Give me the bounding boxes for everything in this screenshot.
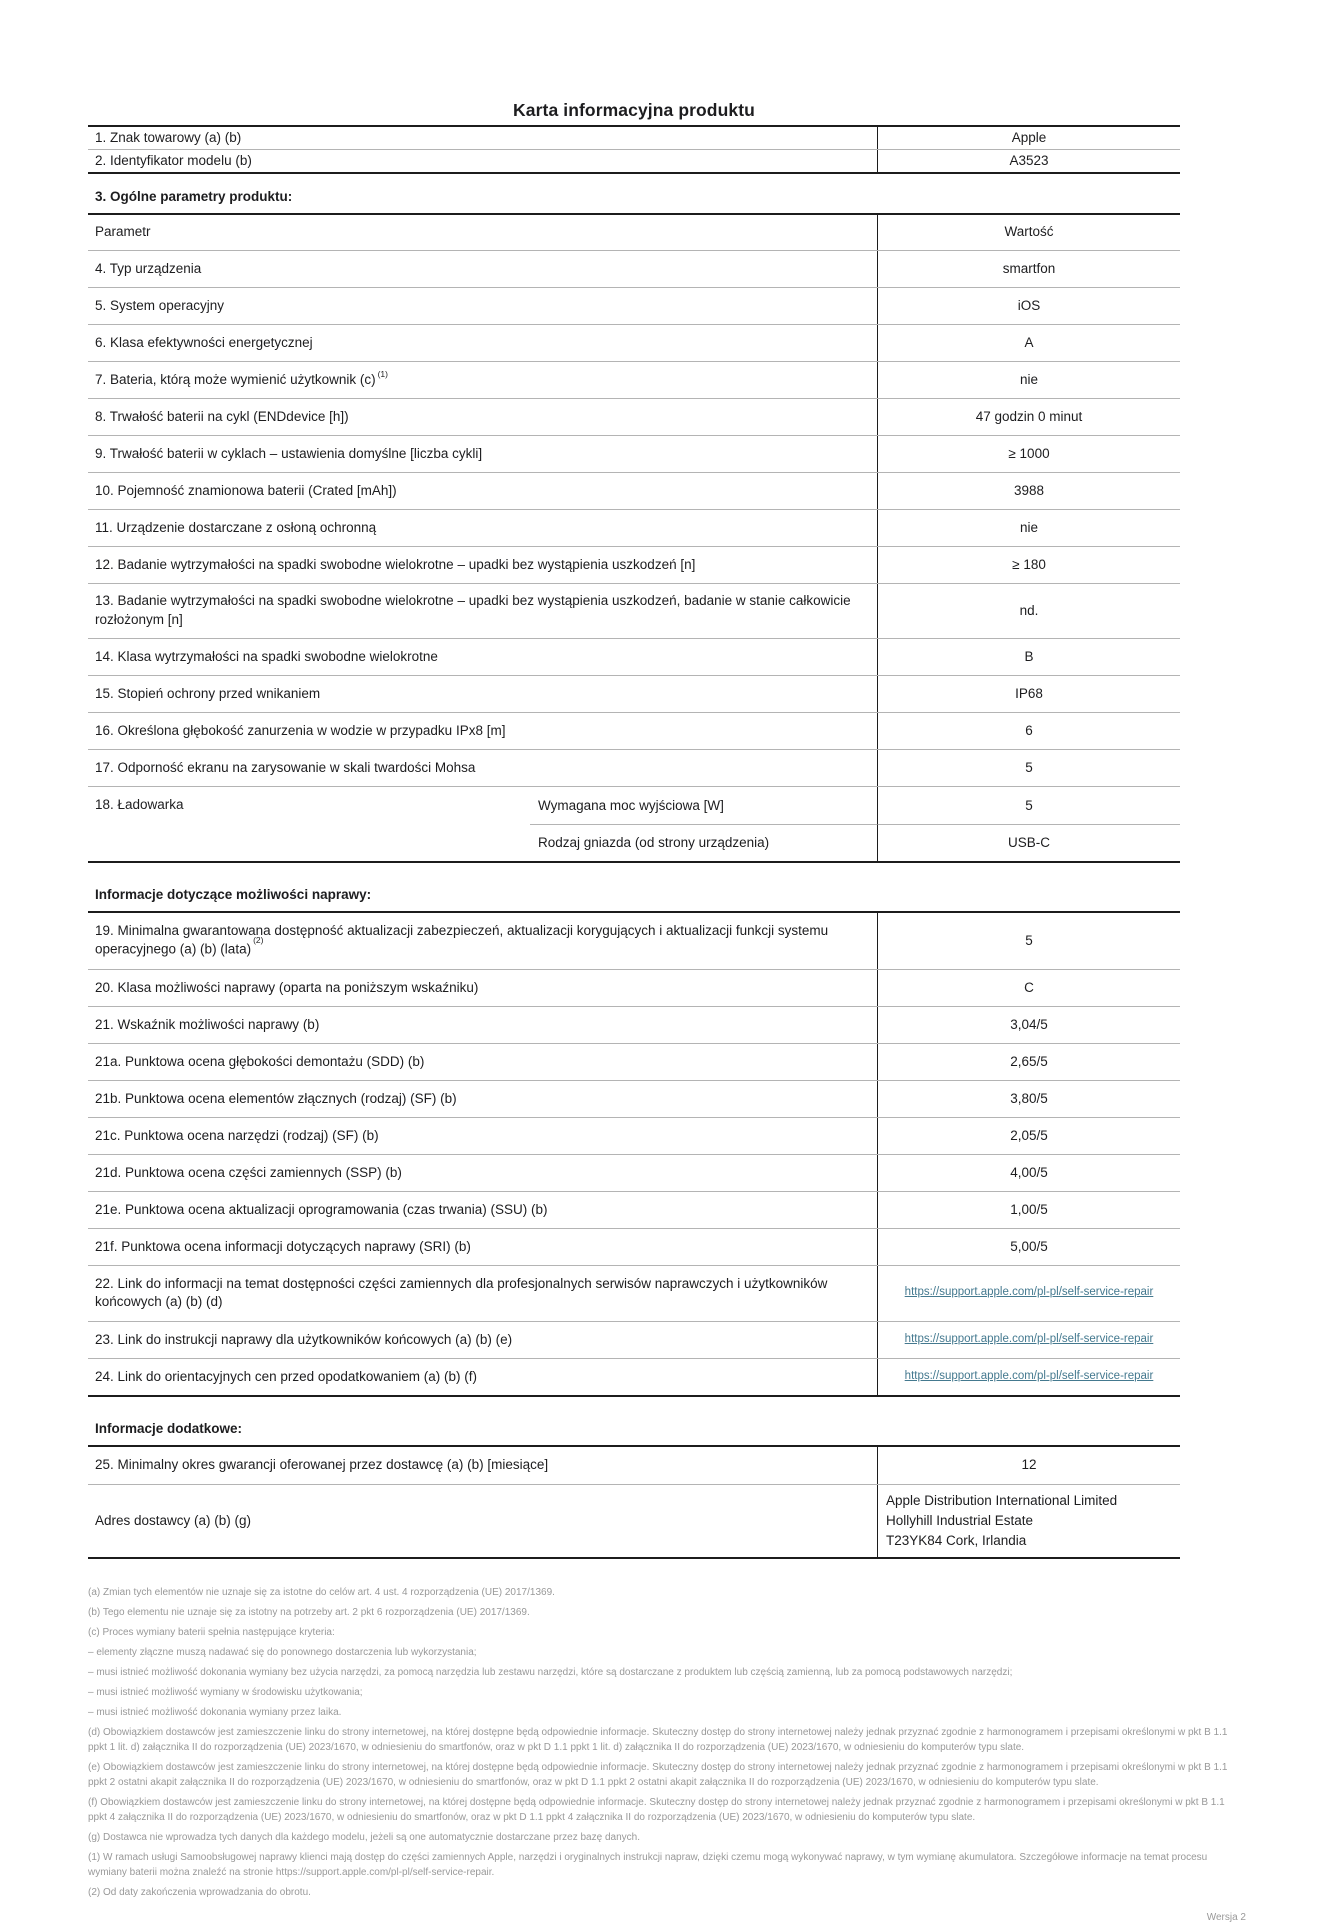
table-row	[88, 1265, 1180, 1321]
footnote: (2) Od daty zakończenia wprowadzania do obrotu.	[88, 1887, 311, 1899]
footnote: (g) Dostawca nie wprowadza tych danych dla każdego modelu, jeżeli są one automatycznie dostarczane przez bazę danych.	[88, 1832, 640, 1844]
row-label: Adres dostawcy (a) (b) (g)	[88, 1485, 878, 1558]
row-label: 20. Klasa możliwości naprawy (oparta na poniższym wskaźniku)	[88, 970, 878, 1006]
row-value	[878, 1322, 1180, 1358]
footnote: – musi istnieć możliwość dokonania wymiany przez laika.	[88, 1707, 342, 1719]
footnote: (a) Zmian tych elementów nie uznaje się za istotne do celów art. 4 ust. 4 rozporządzenia (UE) 2017/1369.	[88, 1587, 555, 1599]
row-value: 47 godzin 0 minut	[975, 408, 1083, 424]
column-header-parameter: Parametr	[88, 215, 878, 249]
additional-information-table	[88, 1445, 1180, 1560]
charger-subrow-label: Rodzaj gniazda (od strony urządzenia)	[530, 824, 878, 861]
row-label: 1. Znak towarowy (a) (b)	[88, 127, 878, 149]
row-value: A3523	[1009, 153, 1049, 169]
row-value: iOS	[1017, 297, 1041, 313]
row-label: 21c. Punktowa ocena narzędzi (rodzaj) (SF) (b)	[88, 1118, 878, 1154]
footnote: – elementy złączne muszą nadawać się do ponownego dostarczenia lub wykorzystania;	[88, 1647, 477, 1659]
table-row	[88, 1006, 1180, 1043]
table-row	[88, 324, 1180, 361]
row-value: 1,00/5	[1010, 1201, 1048, 1217]
supplier-address-row	[88, 1484, 1180, 1558]
row-value: 2,05/5	[1010, 1127, 1048, 1143]
general-parameters-table	[88, 213, 1180, 862]
document-version: Wersja 2	[1206, 1912, 1246, 1923]
row-label: 10. Pojemność znamionowa baterii (Crated [mAh])	[88, 473, 878, 509]
charger-subrow-value: USB-C	[878, 824, 1180, 861]
address-line: Apple Distribution International Limited	[886, 1492, 1118, 1508]
row-label: 6. Klasa efektywności energetycznej	[88, 325, 878, 361]
footnotes-block	[88, 1585, 1246, 1900]
row-value: nie	[1019, 371, 1038, 387]
table-row	[88, 472, 1180, 509]
row-label-text: 19. Minimalna gwarantowana dostępność aktualizacji zabezpieczeń, aktualizacji korygujących i aktualizacji funkcji systemu operacyjnego (a) (b) (lata)$^{(2)}$	[95, 923, 829, 957]
table-row	[88, 361, 1180, 398]
row-label: 8. Trwałość baterii na cykl (ENDdevice [h])	[88, 399, 878, 435]
spare-parts-link[interactable]: https://support.apple.com/pl-pl/self-service-repair	[904, 1286, 1154, 1299]
footnote: (c) Proces wymiany baterii spełnia następujące kryteria:	[88, 1627, 335, 1639]
column-header-value: Wartość	[1004, 224, 1054, 240]
address-line: T23YK84 Cork, Irlandia	[886, 1533, 1027, 1549]
row-label: 21b. Punktowa ocena elementów złącznych (rodzaj) (SF) (b)	[88, 1081, 878, 1117]
row-label: 13. Badanie wytrzymałości na spadki swobodne wielokrotne – upadki bez wystąpienia uszkodzeń, badanie w stanie całkowicie rozłożonym [n]	[88, 584, 878, 638]
table-row	[88, 913, 1180, 969]
row-value: 3,04/5	[1010, 1016, 1048, 1032]
row-value: ≥ 180	[1012, 556, 1046, 572]
charger-row	[88, 786, 1180, 861]
table-row	[88, 675, 1180, 712]
table-row	[88, 1080, 1180, 1117]
row-value: 3988	[1013, 482, 1045, 498]
row-value: Apple	[1011, 130, 1047, 145]
table-row	[88, 1117, 1180, 1154]
row-label: 11. Urządzenie dostarczane z osłoną ochronną	[88, 510, 878, 546]
table-row	[88, 1154, 1180, 1191]
footnote: (1) W ramach usługi Samoobsługowej naprawy klienci mają dostęp do części zamiennych Apple, narzędzi i oryginalnych instrukcji napraw, dzięki czemu mogą wykonywać naprawy, w tym wymianę akumulatora. Szczegółowe informacje na temat procesu wymiany baterii można znaleźć na stronie https://support.apple.com/pl-pl/self-service-repair.	[88, 1852, 1208, 1879]
row-label-text: 7. Bateria, którą może wymienić użytkownik (c)	[95, 371, 376, 387]
section-heading-repairability: Informacje dotyczące możliwości naprawy:	[95, 886, 372, 902]
row-label: 4. Typ urządzenia	[88, 251, 878, 287]
indicative-prices-link[interactable]: https://support.apple.com/pl-pl/self-service-repair	[904, 1369, 1154, 1382]
row-value: nd.	[1019, 602, 1039, 618]
table-row	[88, 1043, 1180, 1080]
row-label: 21e. Punktowa ocena aktualizacji oprogramowania (czas trwania) (SSU) (b)	[88, 1192, 878, 1228]
charger-subrow-value: 5	[1025, 797, 1033, 813]
row-label: 23. Link do instrukcji naprawy dla użytkowników końcowych (a) (b) (e)	[88, 1322, 878, 1358]
identification-table	[88, 125, 1180, 174]
row-label: 2. Identyfikator modelu (b)	[88, 150, 878, 172]
row-value: 5,00/5	[1010, 1238, 1048, 1254]
table-row	[88, 638, 1180, 675]
footnote: (e) Obowiązkiem dostawców jest zamieszczenie linku do strony internetowej, na której dostępne będą odpowiednie informacje. Skuteczny dostęp do strony internetowej należy jednak przyznać zgodnie z harmonogramem i przepisami określonymi w pkt B 1.1 ppkt 2 ostatni akapit załącznika II do rozporządzenia (UE) 2023/1670, w odniesieniu do smartfonów, oraz w pkt D 1.1 ppkt 2 ostatni akapit załącznika II do rozporządzenia (UE) 2023/1670, w odniesieniu do komputerów typu slate.	[88, 1762, 1228, 1789]
footnote: – musi istnieć możliwość wymiany w środowisku użytkowania;	[88, 1687, 363, 1699]
table-row	[88, 250, 1180, 287]
table-row	[88, 1447, 1180, 1484]
row-value: A	[1024, 334, 1034, 350]
row-label	[88, 913, 878, 969]
footnote: (b) Tego elementu nie uznaje się za istotny na potrzeby art. 2 pkt 6 rozporządzenia (UE) 2017/1369.	[88, 1607, 530, 1619]
row-label: 21d. Punktowa ocena części zamiennych (SSP) (b)	[88, 1155, 878, 1191]
table-row	[88, 127, 1180, 149]
row-value: IP68	[1015, 685, 1043, 701]
row-label: 16. Określona głębokość zanurzenia w wodzie w przypadku IPx8 [m]	[88, 713, 878, 749]
row-value: 2,65/5	[1010, 1053, 1048, 1069]
footnote: (f) Obowiązkiem dostawców jest zamieszczenie linku do strony internetowej, na której dostępne będą odpowiednie informacje. Skuteczny dostęp do strony internetowej należy jednak przyznać zgodnie z harmonogramem i przepisami określonymi w pkt B 1.1 ppkt 4 załącznika II do rozporządzenia (UE) 2023/1670, w odniesieniu do smartfonów, oraz w pkt D 1.1 ppkt 4 załącznika II do rozporządzenia (UE) 2023/1670, w odniesieniu do komputerów typu slate.	[88, 1797, 1225, 1824]
row-value: 3,80/5	[1010, 1090, 1048, 1106]
row-label: 21a. Punktowa ocena głębokości demontażu (SDD) (b)	[88, 1044, 878, 1080]
row-label: 15. Stopień ochrony przed wnikaniem	[88, 676, 878, 712]
table-row	[88, 712, 1180, 749]
row-label: 17. Odporność ekranu na zarysowanie w skali twardości Mohsa	[88, 750, 878, 786]
table-row	[88, 1191, 1180, 1228]
row-value: 12	[1021, 1457, 1037, 1473]
footnote-reference: (1)	[377, 368, 388, 379]
table-row	[88, 1358, 1180, 1395]
row-value: B	[1024, 648, 1034, 664]
row-label: 21. Wskaźnik możliwości naprawy (b)	[88, 1007, 878, 1043]
row-value: ≥ 1000	[1008, 445, 1050, 461]
section-heading-additional: Informacje dodatkowe:	[95, 1420, 243, 1436]
row-value: nie	[1019, 519, 1038, 535]
table-row	[88, 287, 1180, 324]
repairability-table	[88, 911, 1180, 1397]
address-line: Hollyhill Industrial Estate	[886, 1512, 1034, 1528]
row-label: 22. Link do informacji na temat dostępności części zamiennych dla profesjonalnych serwisów naprawczych i użytkowników końcowych (a) (b) (d)	[88, 1266, 878, 1321]
row-value: smartfon	[1002, 260, 1056, 276]
table-row	[88, 1228, 1180, 1265]
table-row	[88, 749, 1180, 786]
row-label: 9. Trwałość baterii w cyklach – ustawienia domyślne [liczba cykli]	[88, 436, 878, 472]
row-label: 5. System operacyjny	[88, 288, 878, 324]
table-row	[88, 546, 1180, 583]
footnote: – musi istnieć możliwość dokonania wymiany bez użycia narzędzi, za pomocą narzędzia lub zestawu narzędzi, które są dostarczane z produktem lub częścią zamienną, lub za pomocą podstawowych narzędzi;	[88, 1667, 1013, 1679]
footnote: (d) Obowiązkiem dostawców jest zamieszczenie linku do strony internetowej, na której dostępne będą odpowiednie informacje. Skuteczny dostęp do strony internetowej należy jednak przyznać zgodnie z harmonogramem i przepisami określonymi w pkt B 1.1 ppkt 1 lit. d) załącznika II do rozporządzenia (UE) 2023/1670, w odniesieniu do smartfonów, oraz w pkt D 1.1 ppkt 1 lit. d) załącznika II do rozporządzenia (UE) 2023/1670, w odniesieniu do komputerów typu slate.	[88, 1727, 1228, 1754]
row-label: 21f. Punktowa ocena informacji dotyczących naprawy (SRI) (b)	[88, 1229, 878, 1265]
row-label: 14. Klasa wytrzymałości na spadki swobodne wielokrotne	[88, 639, 878, 675]
repair-instructions-link[interactable]: https://support.apple.com/pl-pl/self-service-repair	[904, 1332, 1154, 1345]
table-row	[88, 435, 1180, 472]
row-value: 5	[1025, 932, 1033, 948]
row-label: 24. Link do orientacyjnych cen przed opodatkowaniem (a) (b) (f)	[88, 1359, 878, 1395]
table-row	[88, 583, 1180, 638]
row-label: 18. Ładowarka	[95, 796, 184, 812]
row-value	[878, 1266, 1180, 1321]
table-header-row	[88, 215, 1180, 249]
charger-subrow-label: Wymagana moc wyjściowa [W]	[530, 787, 878, 824]
table-row	[88, 509, 1180, 546]
row-label: 12. Badanie wytrzymałości na spadki swobodne wielokrotne – upadki bez wystąpienia uszkodzeń [n]	[88, 547, 878, 583]
table-row	[88, 398, 1180, 435]
row-value: 4,00/5	[1010, 1164, 1048, 1180]
section-heading-general-parameters: 3. Ogólne parametry produktu:	[95, 189, 293, 205]
footnote-reference: (2)	[253, 935, 264, 946]
row-value: 6	[1025, 722, 1033, 738]
table-row	[88, 969, 1180, 1006]
row-label: 25. Minimalny okres gwarancji oferowanej przez dostawcę (a) (b) [miesiące]	[88, 1447, 878, 1484]
page-title: Karta informacyjna produktu	[513, 100, 755, 120]
row-value	[878, 1359, 1180, 1395]
row-value: 5	[1025, 759, 1033, 775]
supplier-address	[878, 1485, 1180, 1558]
table-row	[88, 149, 1180, 172]
row-label	[88, 362, 878, 398]
table-row	[88, 1321, 1180, 1358]
row-value: C	[1024, 979, 1034, 995]
